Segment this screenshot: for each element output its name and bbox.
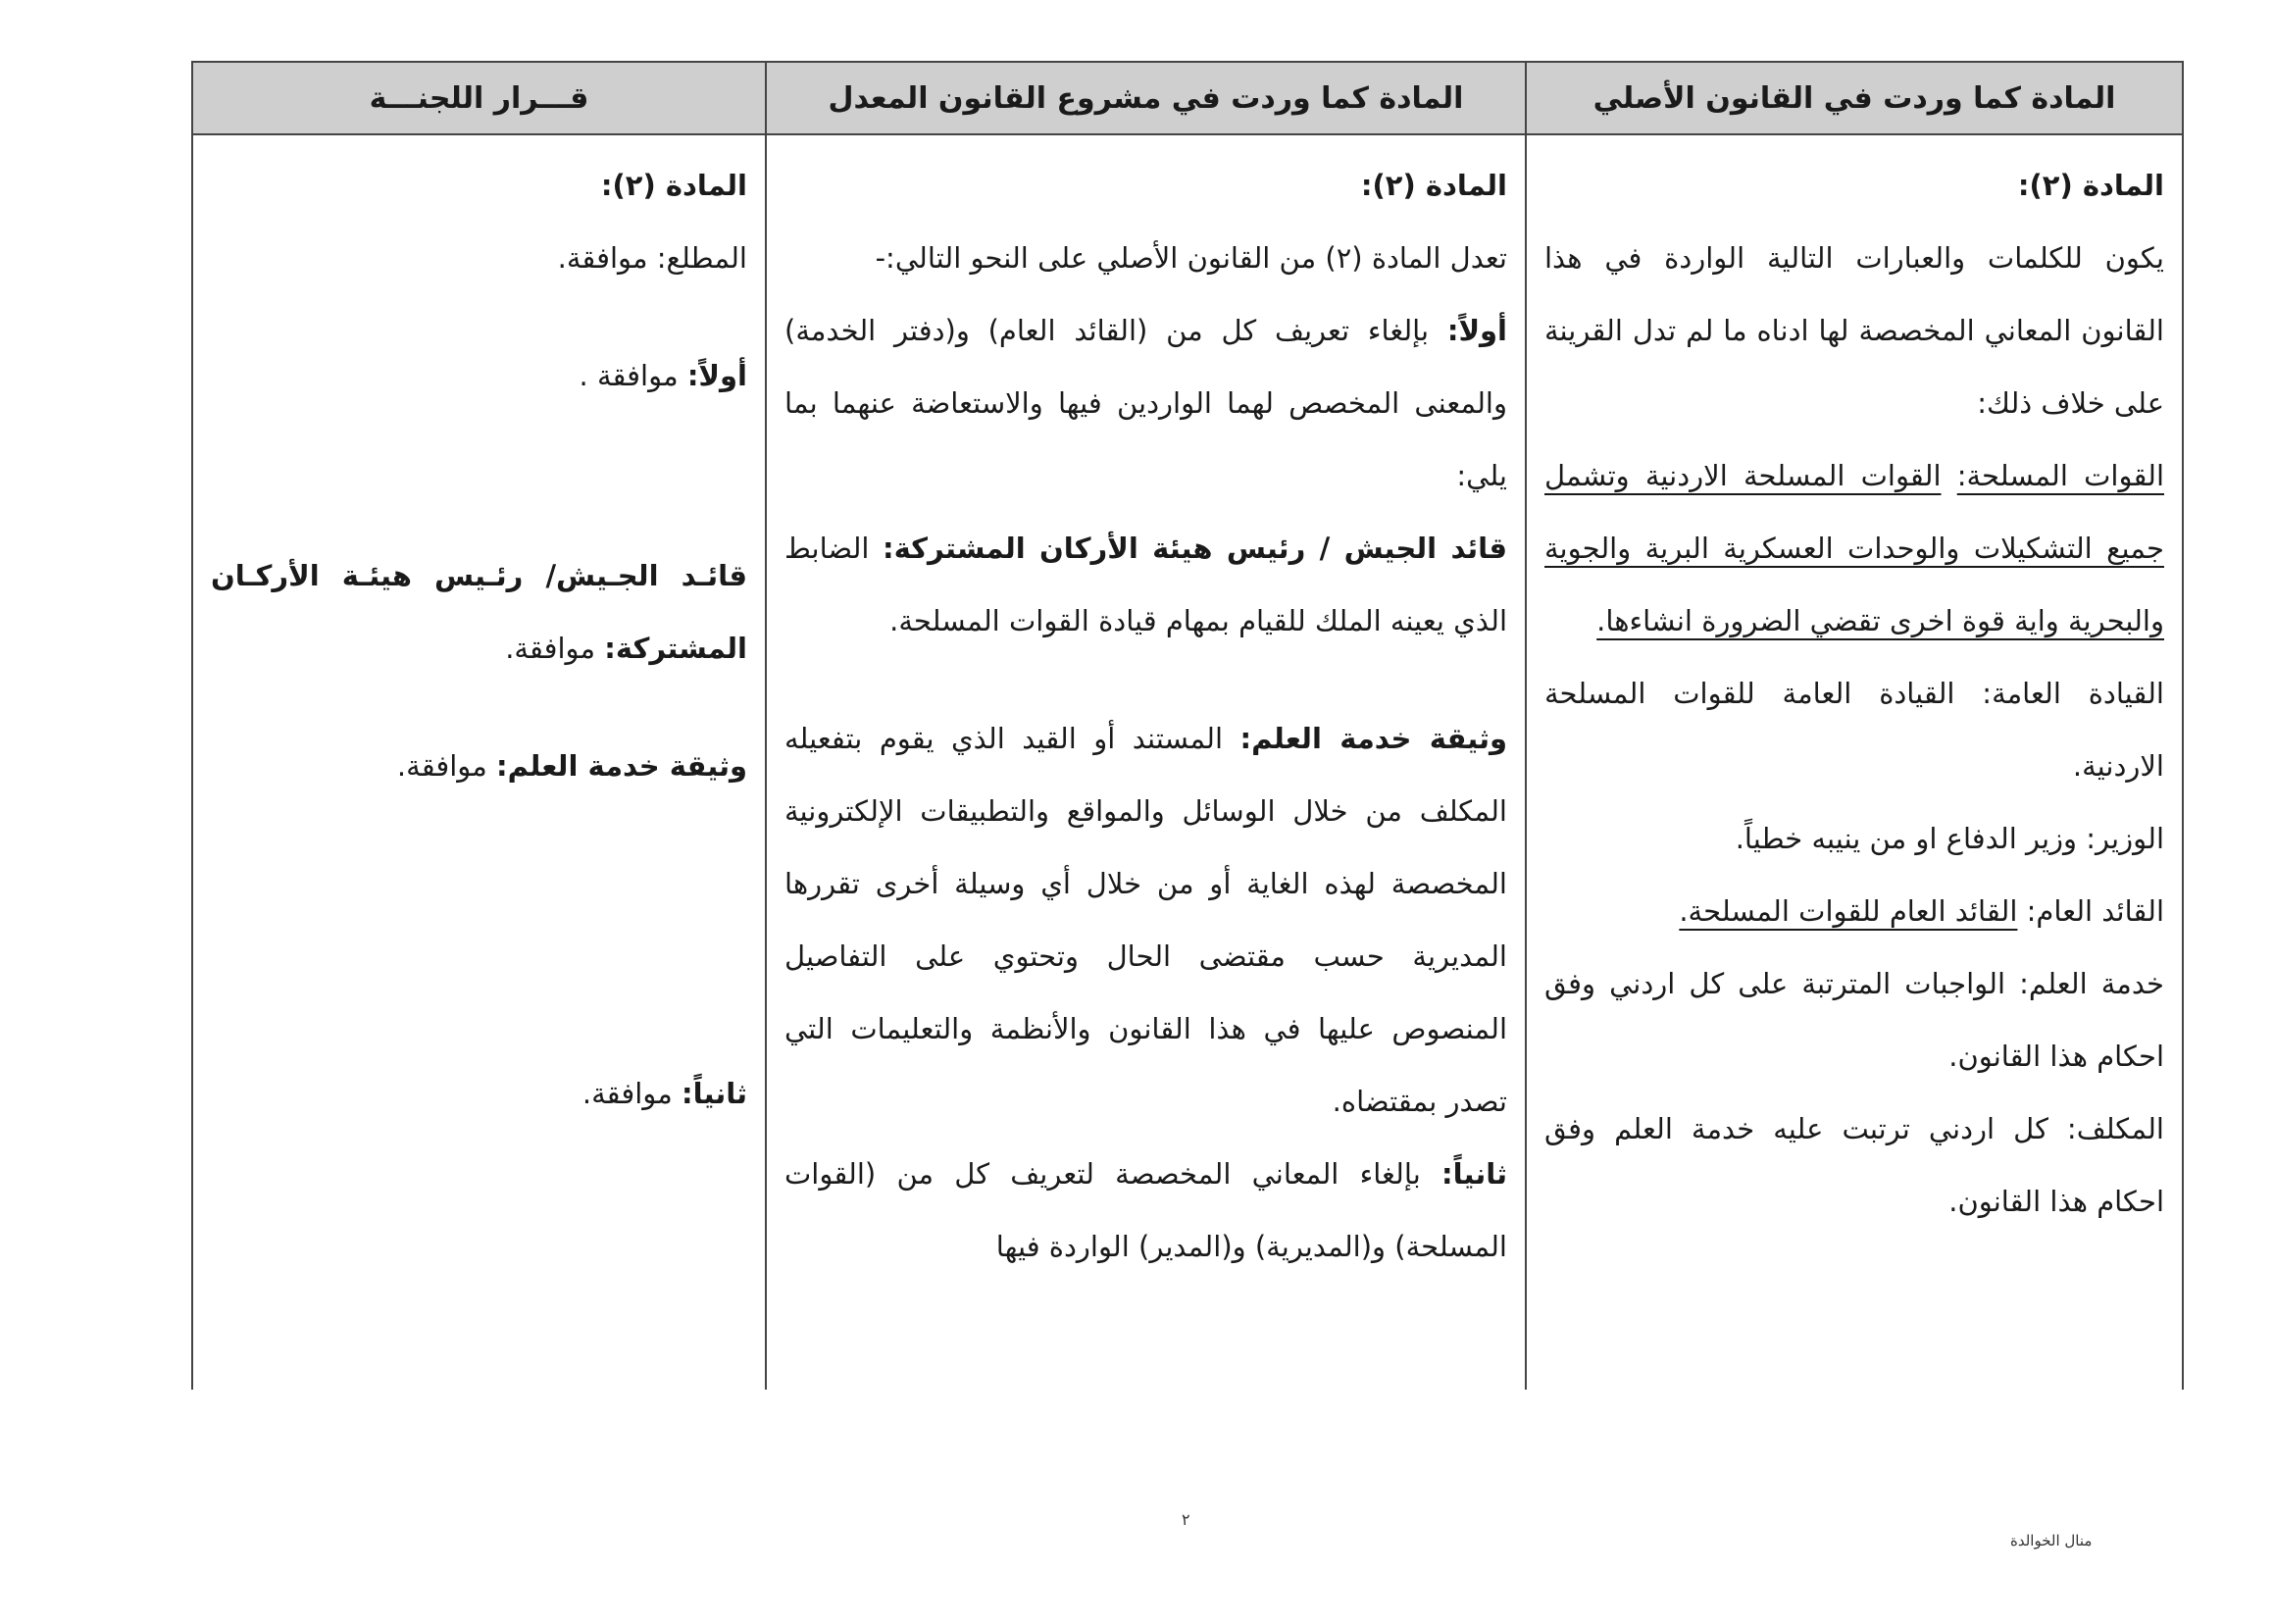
original-commander-definition: [1544, 875, 2164, 947]
original-intro: يكون للكلمات والعبارات التالية الواردة في هذا القانون المعاني المخصصة لها ادناه ما لم تدل القرينة على خلاف ذلك:: [1544, 241, 2164, 420]
amended-first-clause: [784, 294, 1507, 512]
decision-preamble-value: موافقة.: [557, 241, 648, 275]
amended-service-document: [784, 702, 1507, 1138]
decision-preamble: [211, 222, 747, 294]
original-law-cell: [1526, 134, 2183, 1390]
decision-second: [211, 1057, 747, 1130]
decision-document-label: وثيقة خدمة العلم:: [496, 749, 747, 783]
decision-service-document: [211, 730, 747, 802]
commander-term: القائد العام:: [2026, 894, 2164, 928]
decision-first-value: موافقة .: [579, 359, 679, 392]
amended-first-label: أولاً:: [1446, 314, 1508, 347]
decision-first-label: أولاً:: [686, 359, 747, 392]
decision-commander-label: قائـد الجـيش/ رئـيس هيئـة الأركـان المشتركة:: [211, 559, 747, 665]
commander-definition: القائد العام للقوات المسلحة.: [1679, 894, 2018, 928]
army-commander-term: قائد الجيش / رئيس هيئة الأركان المشتركة:: [882, 532, 1508, 565]
decision-commander-value: موافقة.: [505, 632, 596, 665]
decision-second-value: موافقة.: [581, 1077, 673, 1110]
decision-first: [211, 339, 747, 412]
comparison-table: [191, 61, 2184, 1390]
original-general-command: القيادة العامة: القيادة العامة للقوات المسلحة الاردنية.: [1544, 677, 2164, 783]
original-flag-service: خدمة العلم: الواجبات المترتبة على كل اردني وفق احكام هذا القانون.: [1544, 967, 2164, 1073]
original-armed-forces-definition: [1544, 439, 2164, 657]
amended-law-cell: [766, 134, 1526, 1390]
service-document-definition: المستند أو القيد الذي يقوم بتفعيله المكلف من خلال الوسائل والمواقع والتطبيقات الإلكترونية المخصصة لهذه الغاية أو من خلال أي وسيلة أخرى تقررها المديرية حسب مقتضى الحال وتحتوي على التفاصيل المنصوص عليها في هذا القانون والأنظمة والتعليمات التي تصدر بمقتضاه.: [784, 722, 1507, 1118]
decision-second-label: ثانياً:: [682, 1077, 747, 1110]
decision-document-value: موافقة.: [396, 749, 487, 783]
committee-decision-cell: [192, 134, 766, 1390]
decision-army-commander: [211, 539, 747, 685]
amended-second-text: بإلغاء المعاني المخصصة لتعريف كل من (القوات المسلحة) و(المديرية) و(المدير) الواردة فيها: [784, 1157, 1507, 1263]
armed-forces-term: القوات المسلحة:: [1956, 459, 2165, 492]
amended-second-clause: [784, 1138, 1507, 1283]
original-article-title: المادة (٢):: [2017, 169, 2164, 202]
service-document-term: وثيقة خدمة العلم:: [1239, 722, 1507, 755]
header-committee-decision: قـــرار اللجنـــة: [192, 62, 766, 134]
amended-first-text: بإلغاء تعريف كل من (القائد العام) و(دفتر الخدمة) والمعنى المخصص لهما الواردين فيها والاستعاضة عنهما بما يلي:: [784, 314, 1507, 492]
decision-article-title: المادة (٢):: [600, 169, 747, 202]
decision-preamble-label: المطلع:: [656, 241, 747, 275]
page-number: ٢: [1182, 1510, 1190, 1529]
original-minister: الوزير: وزير الدفاع او من ينيبه خطياً.: [1735, 822, 2164, 855]
original-obligated: المكلف: كل اردني ترتبت عليه خدمة العلم وفق احكام هذا القانون.: [1544, 1112, 2164, 1218]
armed-forces-definition: القوات المسلحة الاردنية وتشمل جميع التشكيلات والوحدات العسكرية البرية والجوية والبحرية واية قوة اخرى تقضي الضرورة انشاءها.: [1544, 459, 2164, 637]
amended-second-label: ثانياً:: [1441, 1157, 1508, 1191]
header-original-law: المادة كما وردت في القانون الأصلي: [1526, 62, 2183, 134]
army-commander-definition: الضابط الذي يعينه الملك للقيام بمهام قيادة القوات المسلحة.: [784, 532, 1507, 637]
amended-army-commander: [784, 512, 1507, 657]
amended-article-title: المادة (٢):: [1360, 169, 1507, 202]
table-header-row: [192, 62, 2183, 134]
header-amended-law: المادة كما وردت في مشروع القانون المعدل: [766, 62, 1526, 134]
signature: منال الخوالدة: [2010, 1532, 2093, 1549]
table-body-row: [192, 134, 2183, 1390]
amended-intro: تعدل المادة (٢) من القانون الأصلي على النحو التالي:-: [875, 241, 1507, 275]
